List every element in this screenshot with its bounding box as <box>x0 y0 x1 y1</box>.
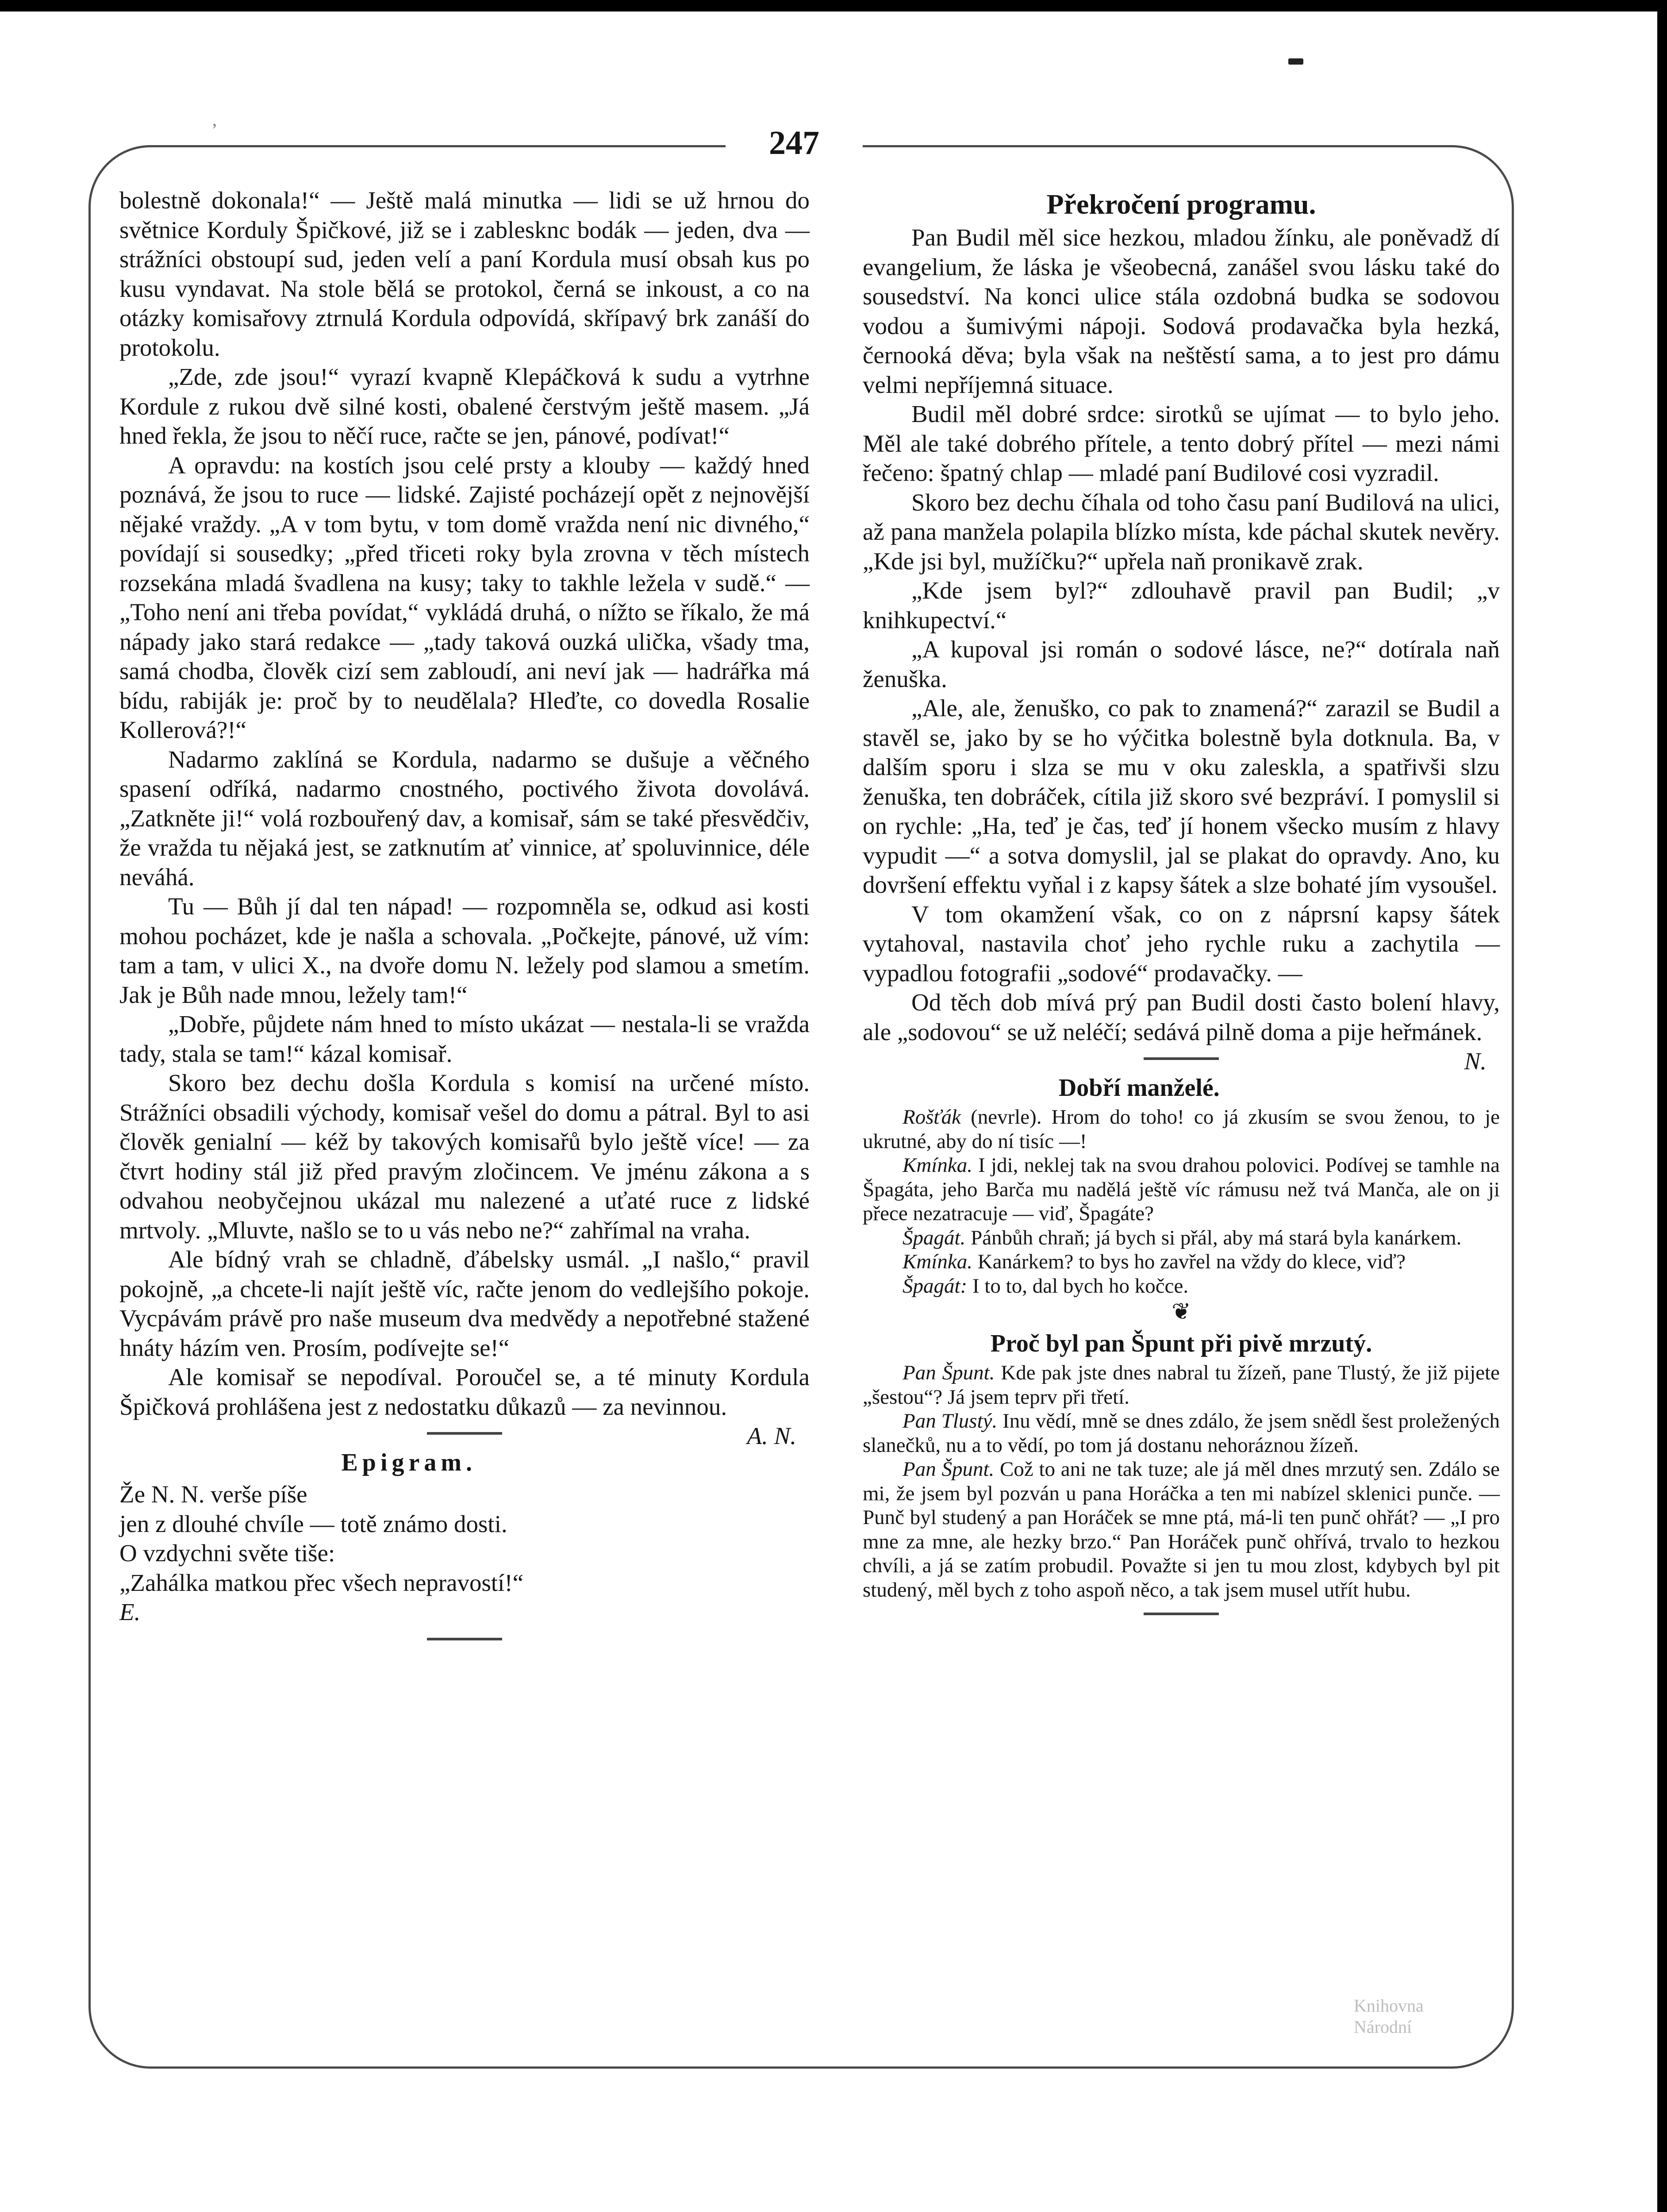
section-divider <box>427 1432 502 1435</box>
speaker-name: Rošťák <box>903 1106 961 1129</box>
speaker-name: Špagát: <box>903 1274 968 1298</box>
dialogue-text: I jdi, neklej tak na svou drahou polovici. Podívej se tamhle na Špagáta, jeho Barča mu nadělá ještě víc rámusu než tvá Manča, ale on ji přece nezatracuje — viď, Špagáte? <box>863 1154 1500 1225</box>
paragraph: Budil měl dobré srdce: sirotků se ujímat — to bylo jeho. Měl ale také dobrého přítele, a tento dobrý přítel — mezi námi řečeno: špatný chlap — mladé paní Budilové cosi vyzradil. <box>863 400 1500 486</box>
dialogue-title: Proč byl pan Špunt při pivě mrzutý. <box>990 1330 1372 1357</box>
stamp-line: Knihovna <box>1354 1996 1424 2016</box>
dialogue-entry <box>863 1409 1500 1457</box>
story-signature: A. N. <box>747 1422 796 1449</box>
page-number: 247 <box>726 119 863 167</box>
paragraph <box>863 988 1500 1075</box>
right-column <box>863 186 1500 1626</box>
paragraph: Nadarmo zaklíná se Kordula, nadarmo se dušuje a věčného spasení odříká, nadarmo cnostného, poctivého života dovolává. „Zatkněte ji!“ volá rozbouřený dav, a komisař, sám se také přesvědčiv, že vražda tu nějaká jest, se zatknutím ať vinnice, ať spoluvinnice, déle neváhá. <box>119 745 810 891</box>
stamp-line: Národní <box>1354 2017 1412 2037</box>
dialogue-entry <box>863 1250 1500 1274</box>
story-signature: N. <box>1464 1048 1486 1075</box>
left-column <box>119 186 810 1651</box>
epigram-line: O vzdychni světe tiše: <box>119 1540 335 1567</box>
dialogue-entry <box>863 1226 1500 1250</box>
speaker-name: Špagát. <box>903 1226 966 1249</box>
dialogue-entry <box>863 1274 1500 1298</box>
dialogue-text: Pánbůh chraň; já bych si přál, aby má stará byla kanárkem. <box>971 1226 1462 1249</box>
dialogue-entry <box>863 1361 1500 1409</box>
scan-border-top <box>0 0 1667 12</box>
dialogue-text: Což to ani ne tak tuze; ale já měl dnes mrzutý sen. Zdálo se mi, že jsem byl pozván u pana Horáčka a ten mi nabízel sklenici punče. — Punč byl studený a pan Horáček se mne ptá, má-li ten punč ohřát? — „I pro mne za mne, ale hezky brzo.“ Pan Horáček punč ohřívá, trvalo to hezkou chvíli, a já se zatím probudil. Považte si jen tu mou zlost, kdybych byl pit studený, měl bych z toho aspoň něco, a tak jsem musel utřít hubu. <box>863 1458 1500 1601</box>
paragraph-text: Ale komisař se nepodíval. Poroučel se, a té minuty Kordula Špičková prohlášena jest z nedostatku důkazů — za nevinnou. <box>119 1363 810 1420</box>
paragraph: V tom okamžení však, co on z náprsní kapsy šátek vytahoval, nastavila choť jeho rychle ruku a zachytila — vypadlou fotografii „sodové“ prodavačky. — <box>863 900 1500 987</box>
paragraph: Tu — Bůh jí dal ten nápad! — rozpomněla se, odkud asi kosti mohou pocházet, kde je našla a schovala. „Počkejte, pánové, už vím: tam a tam, v ulici X., na dvoře domu N. ležely pod slamou a smetím. Jak je Bůh nade mnou, ležely tam!“ <box>119 893 810 1008</box>
dialogue-text: Kde pak jste dnes nabral tu žízeň, pane Tlustý, že již pijete „šestou“? Já jsem teprv při třetí. <box>863 1361 1500 1409</box>
speaker-name: Kmínka. <box>903 1154 972 1177</box>
paragraph: „A kupoval jsi román o sodové lásce, ne?“ dotírala naň ženuška. <box>863 636 1500 692</box>
scan-border-right <box>1657 0 1667 2212</box>
dialogue-entry <box>863 1153 1500 1226</box>
dialogue-text: Inu vědí, mně se dnes zdálo, že jsem snědl šest proležených slanečků, nu a to vědí, po tom já dostanu nehoráznou žízeň. <box>863 1409 1500 1457</box>
scan-mark <box>1288 58 1303 65</box>
section-divider <box>1144 1613 1219 1615</box>
story-title: Překročení programu. <box>1046 188 1316 220</box>
dialogue-text: Kanárkem? to bys ho zavřel na vždy do klece, viď? <box>977 1250 1406 1273</box>
dialogue-entry <box>863 1105 1500 1153</box>
dialogue-title: Dobří manželé. <box>1058 1074 1220 1102</box>
paragraph: „Kde jsem byl?“ zdlouhavě pravil pan Budil; „v knihkupectví.“ <box>863 577 1500 634</box>
speaker-name: Pan Tlustý. <box>903 1409 998 1432</box>
paragraph-text: Od těch dob mívá prý pan Budil dosti často bolení hlavy, ale „sodovou“ se už neléčí; sedává pilně doma a pije heřmánek. <box>863 989 1500 1045</box>
paragraph: Pan Budil měl sice hezkou, mladou žínku, ale poněvadž dí evangelium, že láska je všeobecná, zanášel svou lásku také do sousedství. Na konci ulice stála ozdobná budka se sodovou vodou a šumivými nápoji. Sodová prodavačka byla hezká, černooká děva; byla však na neštěstí sama, a to jest pro dámu velmi nepříjemná situace. <box>863 224 1500 398</box>
paragraph: bolestně dokonala!“ — Ještě malá minutka — lidi se už hrnou do světnice Korduly Špičkové, již se i zablesknc bodák — jeden, dva — strážníci obstoupí sud, jeden velí a paní Kordula musí obsah kus po kusu vyndavat. Na stole bělá se protokol, černá se inkoust, a co na otázky komisařovy ztrnulá Kordula odpovídá, skřípavý brk zanáší do protokolu. <box>119 187 810 361</box>
epigram-signature: E. <box>119 1598 141 1625</box>
dialogue-entry <box>863 1457 1500 1602</box>
section-divider <box>1144 1057 1219 1060</box>
paragraph: „Dobře, půjdete nám hned to místo ukázat — nestala-li se vražda tady, stala se tam!“ kázal komisař. <box>119 1010 810 1067</box>
dialogue-text: (nevrle). Hrom do toho! co já zkusím se svou ženou, to je ukrutné, aby do ní tisíc —! <box>863 1106 1500 1153</box>
paragraph: „Ale, ale, ženuško, co pak to znamená?“ zarazil se Budil a stavěl se, jako by se ho výčitka bolestně byla dotknula. Ba, v dalším sporu i slza se mu v oku zaleskla, a spatřivši slzu ženuška, ten dobráček, cítila již skoro své bezpráví. I pomyslil si on rychle: „Ha, teď je čas, teď jí honem všecko musím z hlavy vypudit —“ a sotva domyslil, jal se plakat do opravdy. Ano, ku dovršení effektu vyňal i z kapsy šátek a slze bohaté jím vysoušel. <box>863 695 1500 898</box>
scan-smudge: ʼ <box>211 120 218 140</box>
fleuron-icon: ❦ <box>1172 1299 1191 1325</box>
epigram-line: jen z dlouhé chvíle — totě známo dosti. <box>119 1510 507 1537</box>
speaker-name: Pan Špunt. <box>903 1361 995 1384</box>
paragraph: „Zde, zde jsou!“ vyrazí kvapně Klepáčková k sudu a vytrhne Kordule z rukou dvě silné kosti, obalené čerstvým ještě masem. „Já hned řekla, že jsou to něčí ruce, račte se jen, pánové, podívat!“ <box>119 363 810 449</box>
paragraph: Skoro bez dechu došla Kordula s komisí na určené místo. Strážníci obsadili východy, komisař vešel do domu a pátral. Byl to asi člověk genialní — kéž by takových komisařů bylo ještě více! — za čtvrt hodiny stál již před pravým zločincem. Ve jménu zákona a s odvahou neobyčejnou ukázal mu nalezené a uťaté ruce z lidské mrtvoly. „Mluvte, našlo se to u vás nebo ne?“ zahřímal na vraha. <box>119 1069 810 1244</box>
epigram-line: „Zahálka matkou přec všech nepravostí!“ <box>119 1569 524 1596</box>
epigram-line: Že N. N. verše píše <box>119 1481 307 1508</box>
section-divider <box>427 1638 502 1640</box>
paragraph <box>119 1363 810 1449</box>
speaker-name: Pan Špunt. <box>903 1458 995 1481</box>
epigram-title: Epigram. <box>341 1449 477 1476</box>
paragraph: Ale bídný vrah se chladně, ďábelsky usmál. „I našlo,“ pravil pokojně, „a chcete-li najít ještě víc, račte jenom do vedlejšího pokoje. Vycpávám právě pro naše museum dva medvědy a nepotřebné stažené hnáty házím ven. Prosím, podívejte se!“ <box>119 1246 810 1361</box>
paragraph: A opravdu: na kostích jsou celé prsty a klouby — každý hned poznává, že jsou to ruce — lidské. Zajisté pocházejí opět z nejnovější nějaké vraždy. „A v tom bytu, v tom domě vražda není nic divného,“ povídají si sousedky; „před třiceti roky byla zrovna v těch místech rozsekána mladá švadlena na kusy; taky to takhle ležela v sudě.“ — „Toho není ani třeba povídat,“ vykládá druhá, o nížto se říkalo, že má nápady jako stará redakce — „tady taková ouzká ulička, všady tma, samá chodba, člověk cizí sem zabloudí, ani neví jak — hadrářka má bídu, rabiják je: proč by to neudělala? Hleďte, co dovedla Rosalie Kollerová?!“ <box>119 451 810 743</box>
dialogue-text: I to to, dal bych ho kočce. <box>972 1274 1189 1298</box>
paragraph: Skoro bez dechu číhala od toho času paní Budilová na ulici, až pana manžela polapila blízko místa, kde páchal skutek nevěry. „Kde jsi byl, mužíčku?“ upřela naň pronikavě zrak. <box>863 488 1500 575</box>
speaker-name: Kmínka. <box>903 1250 972 1273</box>
library-stamp <box>1354 1995 1424 2038</box>
